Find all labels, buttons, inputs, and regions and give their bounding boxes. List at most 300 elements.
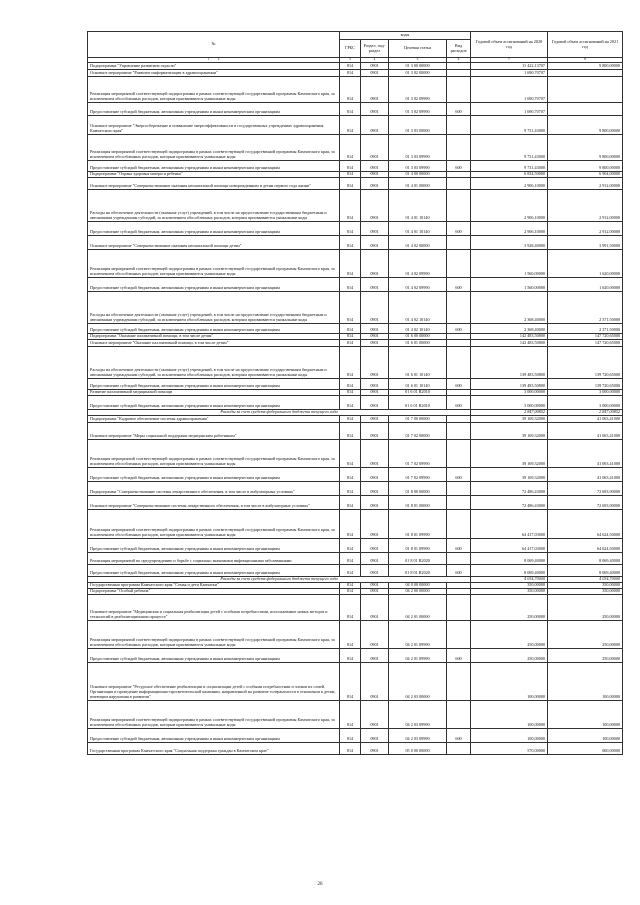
expense-type-cell: 600: [447, 728, 471, 742]
amount-2020-cell: 64 417,03000: [471, 509, 548, 538]
expense-type-cell: 600: [447, 103, 471, 116]
expense-type-cell: [447, 509, 471, 538]
amount-2021-cell: 139 720,65000: [548, 347, 623, 379]
table-row: [88, 662, 623, 700]
table-row: [88, 552, 623, 564]
expense-type-cell: 600: [447, 538, 471, 552]
section-cell: 0901: [361, 422, 389, 439]
item-name-cell: Подпрограмма "Управление развитием отрасли": [88, 63, 340, 70]
section-cell: 0901: [361, 222, 389, 236]
expense-type-cell: [447, 594, 471, 620]
item-name-cell: Основное мероприятие "Развитие информатизации в здравоохранении": [88, 70, 340, 77]
section-cell: 0901: [361, 178, 389, 190]
section-cell: 0901: [361, 594, 389, 620]
target-article-cell: 01 4 02 10140: [389, 324, 447, 334]
amount-2020-cell: 250,00000: [471, 648, 548, 662]
target-article-cell: 01 4 02 09990: [389, 278, 447, 292]
table-row: [88, 467, 623, 481]
item-name-cell: Подпрограмма "Особый ребенок": [88, 588, 340, 594]
expense-type-cell: [447, 178, 471, 190]
item-name-cell: Основное мероприятие "Энергосбережение и повышение энергоэффективности в государственных учреждениях здравоохранения Камчатского края": [88, 116, 340, 135]
table-row: [88, 538, 623, 552]
item-name-cell: Предоставление субсидий бюджетным, автономным учреждениям и иным некоммерческим организациям: [88, 648, 340, 662]
item-name-cell: Расходы на обеспечение деятельности (оказание услуг) учреждений, в том числе на предоставление государственным бюджетным и автономным учреждениям субсидий, за исключением обособленных расходов, которым присваиваются уникальные коды: [88, 347, 340, 379]
item-name-cell: Основное мероприятие "Ресурсное обеспечение реабилитации и социализации детей с особыми потребностями и членов их семей. Организация и проведение информационно-просветительской кампании, направленной на развитие толерантности в отношении к детям, имеющим нарушения в развитии": [88, 662, 340, 700]
grbs-cell: 814: [340, 552, 361, 564]
amount-2021-cell: 2 912,00000: [548, 190, 623, 222]
expense-type-cell: [447, 63, 471, 70]
target-article-cell: 01 6 01 R2010: [389, 390, 447, 396]
expense-type-cell: 600: [447, 324, 471, 334]
grbs-cell: 814: [340, 324, 361, 334]
section-cell: 0901: [361, 379, 389, 390]
grbs-cell: 814: [340, 439, 361, 467]
amount-2021-cell: 2 371,50000: [548, 292, 623, 324]
grbs-cell: 814: [340, 538, 361, 552]
amount-2021-cell: 139 720,65000: [548, 379, 623, 390]
header-vol-2021: Годовой объем ассигнований на 2021 год: [548, 32, 623, 58]
item-name-cell: Основное мероприятие "Медицинская и социальная реабилитация детей с особыми потребностями, использование новых методов и технологий в реабилитационном процессе": [88, 594, 340, 620]
section-cell: 0901: [361, 728, 389, 742]
amount-2021-cell: 250,00000: [548, 594, 623, 620]
section-cell: 0901: [361, 538, 389, 552]
amount-2021-cell: 350,00000: [548, 588, 623, 594]
item-name-cell: Реализация мероприятий соответствующей подпрограммы в рамках соответствующей государственной программы Камчатского края, за исключением обособленных расходов, которым присваиваются уникальные коды: [88, 77, 340, 103]
target-article-cell: 01 3 02 09990: [389, 77, 447, 103]
amount-2021-cell: 350,00000: [548, 582, 623, 588]
section-cell: 0901: [361, 552, 389, 564]
section-cell: 0901: [361, 292, 389, 324]
amount-2021-cell: 100,00000: [548, 662, 623, 700]
amount-2021-cell: 3 991,50000: [548, 236, 623, 250]
amount-2020-cell: 142 483,50800: [471, 340, 548, 347]
amount-2020-cell: 570,00000: [471, 742, 548, 754]
header-vol-2020: Годовой объем ассигнований на 2020 год: [471, 32, 548, 58]
section-cell: 0901: [361, 190, 389, 222]
item-name-cell: Реализация мероприятий соответствующей подпрограммы в рамках соответствующей государственной программы Камчатского края, за исключением обособленных расходов, которым присваиваются уникальные коды: [88, 620, 340, 648]
grbs-cell: 814: [340, 278, 361, 292]
amount-2021-cell: 72 693,90000: [548, 481, 623, 495]
target-article-cell: 04 2 03 09990: [389, 700, 447, 728]
target-article-cell: 01 4 00 00000: [389, 172, 447, 178]
column-index: 8: [548, 58, 623, 63]
amount-2020-cell: 1 690,70707: [471, 70, 548, 77]
table-row: [88, 222, 623, 236]
table-row: [88, 439, 623, 467]
amount-2021-cell: [548, 70, 623, 77]
table-row: [88, 278, 623, 292]
table-row: [88, 481, 623, 495]
target-article-cell: 01 4 01 10140: [389, 190, 447, 222]
section-cell: 0901: [361, 334, 389, 340]
section-cell: 0901: [361, 467, 389, 481]
item-name-cell: Предоставление субсидий бюджетным, автономным учреждениям и иным некоммерческим организациям: [88, 222, 340, 236]
target-article-cell: 04 0 00 00000: [389, 582, 447, 588]
item-name-cell: Основное мероприятие "Совершенствование оказания неонатальной помощи детям": [88, 236, 340, 250]
table-row: [88, 396, 623, 410]
section-cell: 0901: [361, 250, 389, 278]
expense-type-cell: [447, 415, 471, 422]
target-article-cell: 01 8 01 00000: [389, 495, 447, 509]
grbs-cell: 814: [340, 620, 361, 648]
amount-2021-cell: 3 000,00000: [548, 396, 623, 410]
table-row: [88, 379, 623, 390]
section-cell: 0901: [361, 481, 389, 495]
item-name-cell: Предоставление субсидий бюджетным, автономным учреждениям и иным некоммерческим организациям: [88, 103, 340, 116]
column-index: 6: [447, 58, 471, 63]
target-article-cell: 01 3 03 09990: [389, 161, 447, 172]
target-article-cell: 01 8 01 09990: [389, 509, 447, 538]
item-name-cell: Государственная программа Камчатского края "Семья и дети Камчатки": [88, 582, 340, 588]
note-cell: Расходы за счет средств федерального бюджета текущего года: [88, 410, 471, 416]
amount-2021-cell: 250,00000: [548, 620, 623, 648]
item-name-cell: Реализация мероприятий соответствующей подпрограммы в рамках соответствующей государственной программы Камчатского края, за исключением обособленных расходов, которым присваиваются уникальные коды: [88, 135, 340, 161]
table-row: [88, 103, 623, 116]
amount-2021-cell: 41 063,41000: [548, 415, 623, 422]
grbs-cell: 814: [340, 390, 361, 396]
table-row: [88, 742, 623, 754]
amount-2020-cell: 250,00000: [471, 594, 548, 620]
amount-2021-cell: 9 800,00000: [548, 116, 623, 135]
budget-table-sheet: [87, 31, 622, 755]
item-name-cell: Предоставление субсидий бюджетным, автономным учреждениям и иным некоммерческим организациям: [88, 396, 340, 410]
item-name-cell: Реализация мероприятий по предупреждению и борьбе с социально значимыми инфекционными заболеваниями: [88, 552, 340, 564]
expense-type-cell: [447, 70, 471, 77]
section-cell: 0901: [361, 700, 389, 728]
expense-type-cell: [447, 250, 471, 278]
amount-2021-cell: 64 624,50000: [548, 538, 623, 552]
expense-type-cell: 600: [447, 564, 471, 576]
grbs-cell: 814: [340, 415, 361, 422]
expense-type-cell: 600: [447, 379, 471, 390]
amount-2021-cell: 6 904,00000: [548, 172, 623, 178]
amount-2020-cell: 250,00000: [471, 620, 548, 648]
column-index: 1 2: [88, 58, 340, 63]
item-name-cell: Расходы на обеспечение деятельности (оказание услуг) учреждений, в том числе на предоставление государственным бюджетным и автономным учреждениям субсидий, за исключением обособленных расходов, которым присваиваются уникальные коды: [88, 292, 340, 324]
amount-2021-cell: 9 800,00000: [548, 63, 623, 70]
header-section: Раздел, под-раздел: [361, 40, 389, 58]
expense-type-cell: [447, 190, 471, 222]
item-name-cell: Предоставление субсидий бюджетным, автономным учреждениям и иным некоммерческим организациям: [88, 538, 340, 552]
item-name-cell: Подпрограмма "Охрана здоровья матери и ребенка": [88, 172, 340, 178]
expense-type-cell: 600: [447, 161, 471, 172]
column-index: 5: [389, 58, 447, 63]
amount-2021-cell: 4 034,70000: [548, 576, 623, 582]
amount-2021-cell: 9 800,00000: [548, 161, 623, 172]
section-cell: 0901: [361, 172, 389, 178]
item-name-cell: Предоставление субсидий бюджетным, автономным учреждениям и иным некоммерческим организациям: [88, 379, 340, 390]
grbs-cell: 814: [340, 116, 361, 135]
amount-2021-cell: 100,00000: [548, 700, 623, 728]
item-name-cell: Предоставление субсидий бюджетным, автономным учреждениям и иным некоммерческим организациям: [88, 161, 340, 172]
column-index: 7: [471, 58, 548, 63]
expense-type-cell: [447, 292, 471, 324]
amount-2020-cell: 8 069,40000: [471, 564, 548, 576]
target-article-cell: 01 3 03 09990: [389, 135, 447, 161]
grbs-cell: 814: [340, 172, 361, 178]
amount-2021-cell: 2 912,00000: [548, 178, 623, 190]
amount-2020-cell: 39 169,32000: [471, 467, 548, 481]
item-name-cell: Основное мероприятие "Совершенствование системы лекарственного обеспечения, в том числе в амбулаторных условиях": [88, 495, 340, 509]
table-row: [88, 250, 623, 278]
grbs-cell: 814: [340, 70, 361, 77]
amount-2020-cell: 39 169,32000: [471, 439, 548, 467]
amount-2021-cell: 8 069,40000: [548, 564, 623, 576]
expense-type-cell: [447, 620, 471, 648]
amount-2021-cell: [548, 77, 623, 103]
expense-type-cell: [447, 347, 471, 379]
amount-2020-cell: 350,00000: [471, 582, 548, 588]
grbs-cell: 814: [340, 481, 361, 495]
grbs-cell: 814: [340, 742, 361, 754]
expense-type-cell: 600: [447, 396, 471, 410]
table-row: [88, 415, 623, 422]
page-number: 26: [317, 882, 323, 887]
item-name-cell: Основное мероприятие "Совершенствование оказания неонатальной помощи новорожденным и детям первого года жизни": [88, 178, 340, 190]
section-cell: 0901: [361, 77, 389, 103]
amount-2021-cell: 64 624,50000: [548, 509, 623, 538]
table-row: [88, 77, 623, 103]
column-index: 4: [361, 58, 389, 63]
amount-2020-cell: 72 486,43000: [471, 495, 548, 509]
amount-2020-cell: 100,00000: [471, 700, 548, 728]
expense-type-cell: 600: [447, 648, 471, 662]
amount-2021-cell: 147 720,65000: [548, 340, 623, 347]
section-cell: 0901: [361, 495, 389, 509]
note-cell: Расходы за счет средств федерального бюджета текущего года: [88, 576, 471, 582]
amount-2021-cell: 8 069,40000: [548, 552, 623, 564]
amount-2020-cell: 4 034,70000: [471, 576, 548, 582]
table-row: [88, 648, 623, 662]
expense-type-cell: 600: [447, 222, 471, 236]
section-cell: 0901: [361, 116, 389, 135]
target-article-cell: 04 2 01 09990: [389, 648, 447, 662]
section-cell: 0901: [361, 278, 389, 292]
amount-2020-cell: 9 731,43000: [471, 135, 548, 161]
grbs-cell: 814: [340, 103, 361, 116]
item-name-cell: Расходы на обеспечение деятельности (оказание услуг) учреждений, в том числе на предоставление государственным бюджетным и автономным учреждениям субсидий, за исключением обособленных расходов, которым присваиваются уникальные коды: [88, 190, 340, 222]
target-article-cell: 01 3 03 00000: [389, 116, 447, 135]
table-row: [88, 620, 623, 648]
section-cell: 0901: [361, 662, 389, 700]
amount-2020-cell: 1 690,70707: [471, 77, 548, 103]
amount-2020-cell: 2 847,00852: [471, 410, 548, 416]
table-row: [88, 422, 623, 439]
amount-2021-cell: [548, 103, 623, 116]
table-row: [88, 324, 623, 334]
item-name-cell: Реализация мероприятий соответствующей подпрограммы в рамках соответствующей государственной программы Камчатского края, за исключением обособленных расходов, которым присваиваются уникальные коды: [88, 509, 340, 538]
grbs-cell: 814: [340, 582, 361, 588]
target-article-cell: 01 8 01 R2020: [389, 552, 447, 564]
amount-2021-cell: 2 847,00852: [548, 410, 623, 416]
table-row: [88, 347, 623, 379]
expense-type-cell: [447, 481, 471, 495]
amount-2020-cell: 11 422,13707: [471, 63, 548, 70]
target-article-cell: 01 3 00 00000: [389, 63, 447, 70]
amount-2021-cell: 41 063,41000: [548, 439, 623, 467]
grbs-cell: 814: [340, 467, 361, 481]
expense-type-cell: [447, 77, 471, 103]
target-article-cell: 01 7 02 09990: [389, 439, 447, 467]
amount-2020-cell: 9 731,43000: [471, 116, 548, 135]
column-index: 3: [340, 58, 361, 63]
section-cell: 0901: [361, 396, 389, 410]
target-article-cell: 01 4 01 10140: [389, 222, 447, 236]
section-cell: 0901: [361, 103, 389, 116]
amount-2020-cell: 72 486,43000: [471, 481, 548, 495]
target-article-cell: 01 8 01 R2020: [389, 564, 447, 576]
amount-2021-cell: 41 063,41000: [548, 467, 623, 481]
amount-2020-cell: 2 368,40000: [471, 324, 548, 334]
expense-type-cell: [447, 236, 471, 250]
grbs-cell: 814: [340, 340, 361, 347]
grbs-cell: 814: [340, 422, 361, 439]
expense-type-cell: [447, 662, 471, 700]
expense-type-cell: [447, 116, 471, 135]
item-name-cell: Реализация мероприятий соответствующей подпрограммы в рамках соответствующей государственной программы Камчатского края, за исключением обособленных расходов, которым присваиваются уникальные коды: [88, 250, 340, 278]
section-cell: 0901: [361, 742, 389, 754]
amount-2020-cell: 64 417,03000: [471, 538, 548, 552]
target-article-cell: 01 3 02 00000: [389, 70, 447, 77]
expense-type-cell: 600: [447, 278, 471, 292]
amount-2020-cell: 2 906,10000: [471, 178, 548, 190]
table-row: [88, 495, 623, 509]
target-article-cell: 01 8 00 00000: [389, 481, 447, 495]
grbs-cell: 814: [340, 178, 361, 190]
grbs-cell: 814: [340, 334, 361, 340]
amount-2020-cell: 3 000,00000: [471, 396, 548, 410]
section-cell: 0901: [361, 564, 389, 576]
expense-type-cell: [447, 742, 471, 754]
table-row: [88, 190, 623, 222]
grbs-cell: 814: [340, 648, 361, 662]
section-cell: 0901: [361, 135, 389, 161]
expense-type-cell: [447, 439, 471, 467]
header-num: №: [88, 32, 340, 58]
section-cell: 0901: [361, 236, 389, 250]
target-article-cell: 04 2 01 09990: [389, 620, 447, 648]
table-row: [88, 63, 623, 70]
target-article-cell: 01 6 01 10140: [389, 379, 447, 390]
grbs-cell: 814: [340, 63, 361, 70]
expense-type-cell: [447, 552, 471, 564]
item-name-cell: Подпрограмма "Оказание паллиативной помощи, в том числе детям": [88, 334, 340, 340]
item-name-cell: Подпрограмма "Кадровое обеспечение системы здравоохранения": [88, 415, 340, 422]
grbs-cell: 814: [340, 379, 361, 390]
amount-2020-cell: 3 000,00000: [471, 390, 548, 396]
amount-2021-cell: 250,00000: [548, 648, 623, 662]
section-cell: 0901: [361, 620, 389, 648]
grbs-cell: 814: [340, 662, 361, 700]
amount-2020-cell: 39 169,32000: [471, 415, 548, 422]
amount-2020-cell: 3 928,40000: [471, 236, 548, 250]
table-row: [88, 161, 623, 172]
section-cell: 0901: [361, 582, 389, 588]
item-name-cell: Основное мероприятие "Меры социальной поддержки медицинским работникам": [88, 422, 340, 439]
amount-2020-cell: 6 834,50000: [471, 172, 548, 178]
expense-type-cell: [447, 700, 471, 728]
item-name-cell: Предоставление субсидий бюджетным, автономным учреждениям и иным некоммерческим организациям: [88, 564, 340, 576]
amount-2020-cell: 2 906,10000: [471, 190, 548, 222]
grbs-cell: 814: [340, 396, 361, 410]
target-article-cell: 05 0 00 00000: [389, 742, 447, 754]
amount-2020-cell: 139 483,50800: [471, 379, 548, 390]
amount-2021-cell: 2 371,50000: [548, 324, 623, 334]
grbs-cell: 814: [340, 236, 361, 250]
target-article-cell: 01 4 02 09990: [389, 250, 447, 278]
target-article-cell: 01 7 02 00000: [389, 422, 447, 439]
target-article-cell: 04 2 03 09990: [389, 728, 447, 742]
item-name-cell: Предоставление субсидий бюджетным, автономным учреждениям и иным некоммерческим организациям: [88, 728, 340, 742]
grbs-cell: 814: [340, 495, 361, 509]
amount-2020-cell: 100,00000: [471, 662, 548, 700]
grbs-cell: 814: [340, 190, 361, 222]
target-article-cell: 01 6 00 00000: [389, 334, 447, 340]
grbs-cell: 814: [340, 728, 361, 742]
table-row: [88, 70, 623, 77]
grbs-cell: 814: [340, 347, 361, 379]
amount-2020-cell: 2 906,10000: [471, 222, 548, 236]
table-row: [88, 728, 623, 742]
amount-2021-cell: 600,00000: [548, 742, 623, 754]
amount-2020-cell: 1 560,00000: [471, 278, 548, 292]
budget-table: [87, 31, 623, 755]
table-row: [88, 116, 623, 135]
target-article-cell: 01 6 01 R2010: [389, 396, 447, 410]
grbs-cell: 814: [340, 161, 361, 172]
amount-2020-cell: 8 069,40000: [471, 552, 548, 564]
grbs-cell: 814: [340, 292, 361, 324]
amount-2021-cell: 3 000,00000: [548, 390, 623, 396]
table-body: [88, 63, 623, 755]
amount-2020-cell: 9 731,43000: [471, 161, 548, 172]
item-name-cell: Реализация мероприятий соответствующей подпрограммы в рамках соответствующей государственной программы Камчатского края, за исключением обособленных расходов, которым присваиваются уникальные коды: [88, 700, 340, 728]
table-row: [88, 236, 623, 250]
section-cell: 0901: [361, 340, 389, 347]
expense-type-cell: [447, 340, 471, 347]
grbs-cell: 814: [340, 77, 361, 103]
target-article-cell: 04 2 00 00000: [389, 588, 447, 594]
section-cell: 0901: [361, 324, 389, 334]
section-cell: 0901: [361, 347, 389, 379]
header-expense-type: Вид расходов: [447, 40, 471, 58]
amount-2021-cell: 41 063,41000: [548, 422, 623, 439]
section-cell: 0901: [361, 509, 389, 538]
section-cell: 0901: [361, 588, 389, 594]
amount-2021-cell: 100,00000: [548, 728, 623, 742]
item-name-cell: Основное мероприятие "Оказание паллиативной помощи, в том числе детям": [88, 340, 340, 347]
amount-2020-cell: 100,00000: [471, 728, 548, 742]
amount-2020-cell: 2 368,40000: [471, 292, 548, 324]
target-article-cell: 01 8 01 09990: [389, 538, 447, 552]
amount-2021-cell: 72 693,90000: [548, 495, 623, 509]
item-name-cell: Предоставление субсидий бюджетным, автономным учреждениям и иным некоммерческим организациям: [88, 324, 340, 334]
header-codes: коды: [340, 32, 471, 40]
header-grbs: ГРБС: [340, 40, 361, 58]
expense-type-cell: 600: [447, 467, 471, 481]
amount-2020-cell: 142 483,50800: [471, 334, 548, 340]
item-name-cell: Реализация мероприятий соответствующей подпрограммы в рамках соответствующей государственной программы Камчатского края, за исключением обособленных расходов, которым присваиваются уникальные коды: [88, 439, 340, 467]
table-row: [88, 509, 623, 538]
table-row: [88, 178, 623, 190]
target-article-cell: 01 7 02 09990: [389, 467, 447, 481]
table-row: [88, 594, 623, 620]
item-name-cell: Развитие паллиативной медицинской помощи: [88, 390, 340, 396]
section-cell: 0901: [361, 648, 389, 662]
amount-2021-cell: 1 620,00000: [548, 278, 623, 292]
expense-type-cell: [447, 422, 471, 439]
table-row: [88, 292, 623, 324]
